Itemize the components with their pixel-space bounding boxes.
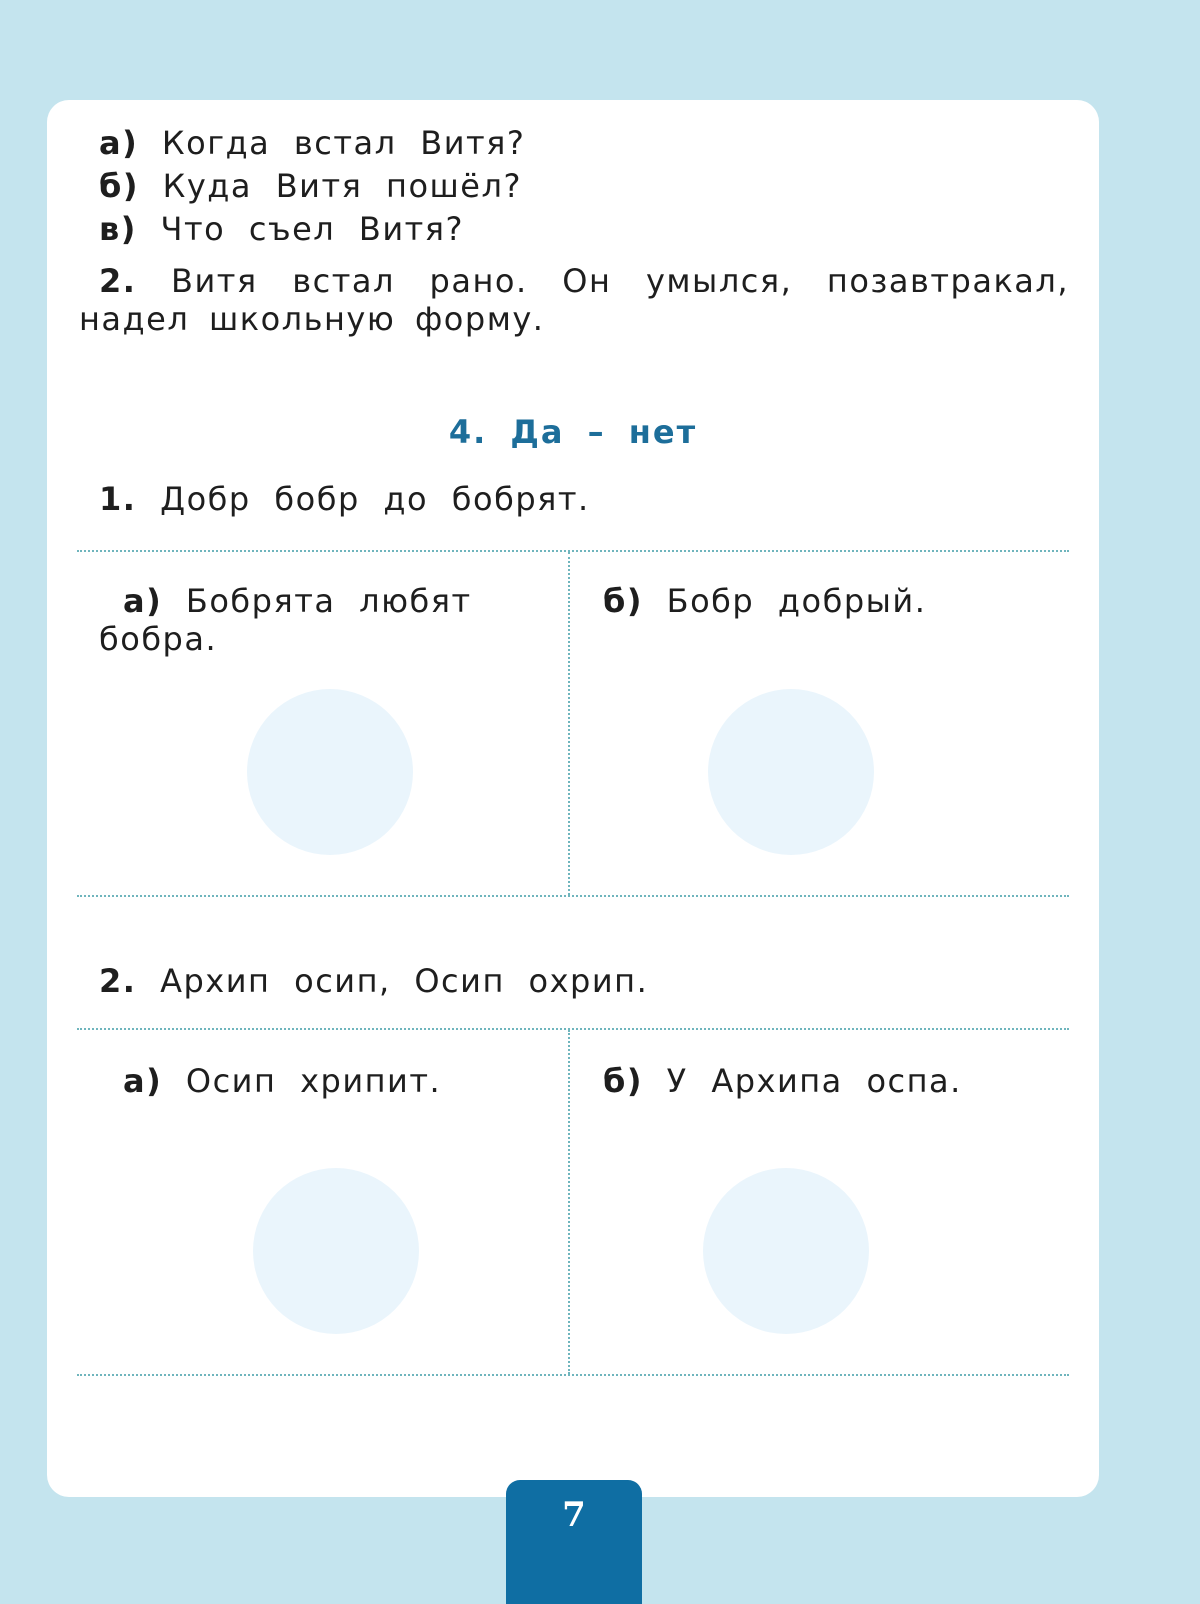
dotted-divider <box>77 1028 1069 1030</box>
section-title: 4. Да – нет <box>448 413 698 451</box>
answer-circle[interactable] <box>247 689 413 855</box>
dotted-divider <box>77 550 1069 552</box>
dotted-divider <box>77 1374 1069 1376</box>
exercise-text: Добр бобр до бобрят. <box>160 480 590 518</box>
exercise-number: 2. <box>99 962 137 1000</box>
question-label: б) <box>99 167 139 205</box>
question-text: Когда встал Витя? <box>161 124 526 162</box>
exercise-number: 1. <box>99 480 137 518</box>
exercise-1-option-a <box>99 582 479 658</box>
option-label: а) <box>123 582 163 620</box>
exercise-1-option-b <box>603 582 1043 620</box>
option-text: Бобрята любят бобра. <box>99 582 472 658</box>
option-label: а) <box>123 1062 163 1100</box>
exercise-2-sentence <box>99 962 648 1000</box>
question-text: Что съел Витя? <box>160 210 465 248</box>
option-label: б) <box>603 582 643 620</box>
exercise-2-option-a <box>123 1062 543 1100</box>
dotted-divider <box>77 895 1069 897</box>
page-number: 7 <box>506 1480 642 1604</box>
exercise-1-sentence <box>99 480 590 518</box>
question-text: Куда Витя пошёл? <box>162 167 522 205</box>
dotted-divider-vertical <box>568 552 570 895</box>
text-2-number: 2. <box>99 262 137 300</box>
question-a <box>99 124 525 162</box>
text-2 <box>79 262 1069 338</box>
exercise-text: Архип осип, Осип охрип. <box>160 962 649 1000</box>
option-text: Осип хрипит. <box>185 1062 442 1100</box>
option-text: Бобр добрый. <box>666 582 927 620</box>
question-label: в) <box>99 210 137 248</box>
answer-circle[interactable] <box>708 689 874 855</box>
page-card <box>47 100 1099 1497</box>
question-label: а) <box>99 124 139 162</box>
question-b <box>99 167 522 205</box>
dotted-divider-vertical <box>568 1030 570 1374</box>
text-2-body: Витя встал рано. Он умылся, позавтракал, надел школьную форму. <box>79 262 1069 338</box>
exercise-2-option-b <box>603 1062 1043 1100</box>
answer-circle[interactable] <box>703 1168 869 1334</box>
option-label: б) <box>603 1062 643 1100</box>
question-c <box>99 210 464 248</box>
answer-circle[interactable] <box>253 1168 419 1334</box>
option-text: У Архипа оспа. <box>666 1062 962 1100</box>
